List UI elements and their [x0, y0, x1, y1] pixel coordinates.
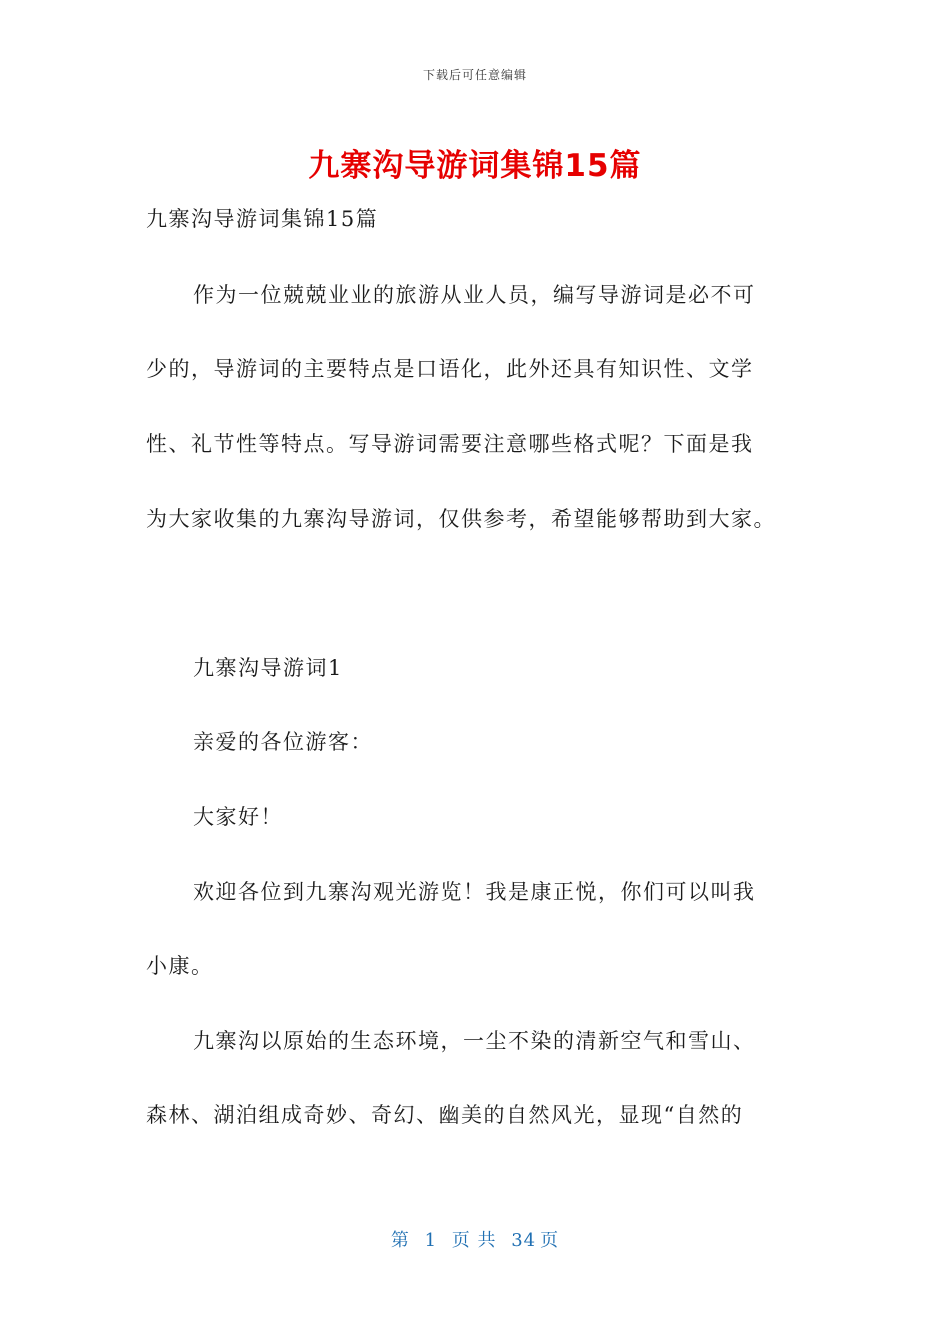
- subtitle-line: 九寨沟导游词集锦15篇: [146, 207, 379, 231]
- paragraph-line: 小康。: [146, 954, 214, 978]
- section-heading: 九寨沟导游词1: [193, 656, 343, 680]
- header-note: 下载后可任意编辑: [422, 68, 527, 82]
- paragraph-line: 大家好！: [193, 805, 283, 829]
- footer-prefix: 第: [390, 1230, 410, 1251]
- page-footer: [0, 1226, 950, 1252]
- paragraph-line: 作为一位兢兢业业的旅游从业人员，编写导游词是必不可: [193, 283, 756, 307]
- paragraph-line: 欢迎各位到九寨沟观光游览！我是康正悦，你们可以叫我: [193, 880, 756, 904]
- paragraph-line: 九寨沟以原始的生态环境，一尘不染的清新空气和雪山、: [193, 1029, 756, 1053]
- document-title: 九寨沟导游词集锦15篇: [308, 148, 642, 184]
- paragraph-line: 亲爱的各位游客：: [193, 730, 373, 754]
- paragraph-line: 少的，导游词的主要特点是口语化，此外还具有知识性、文学: [146, 357, 754, 381]
- paragraph-line: 性、礼节性等特点。写导游词需要注意哪些格式呢？下面是我: [146, 432, 754, 456]
- footer-mid: 页 共: [451, 1230, 497, 1251]
- footer-suffix: 页: [540, 1230, 560, 1251]
- footer-total-pages: 34: [511, 1230, 537, 1251]
- paragraph-line: 森林、湖泊组成奇妙、奇幻、幽美的自然风光，显现“自然的: [146, 1103, 744, 1127]
- footer-page-number: 1: [424, 1230, 438, 1251]
- paragraph-line: 为大家收集的九寨沟导游词，仅供参考，希望能够帮助到大家。: [146, 507, 776, 531]
